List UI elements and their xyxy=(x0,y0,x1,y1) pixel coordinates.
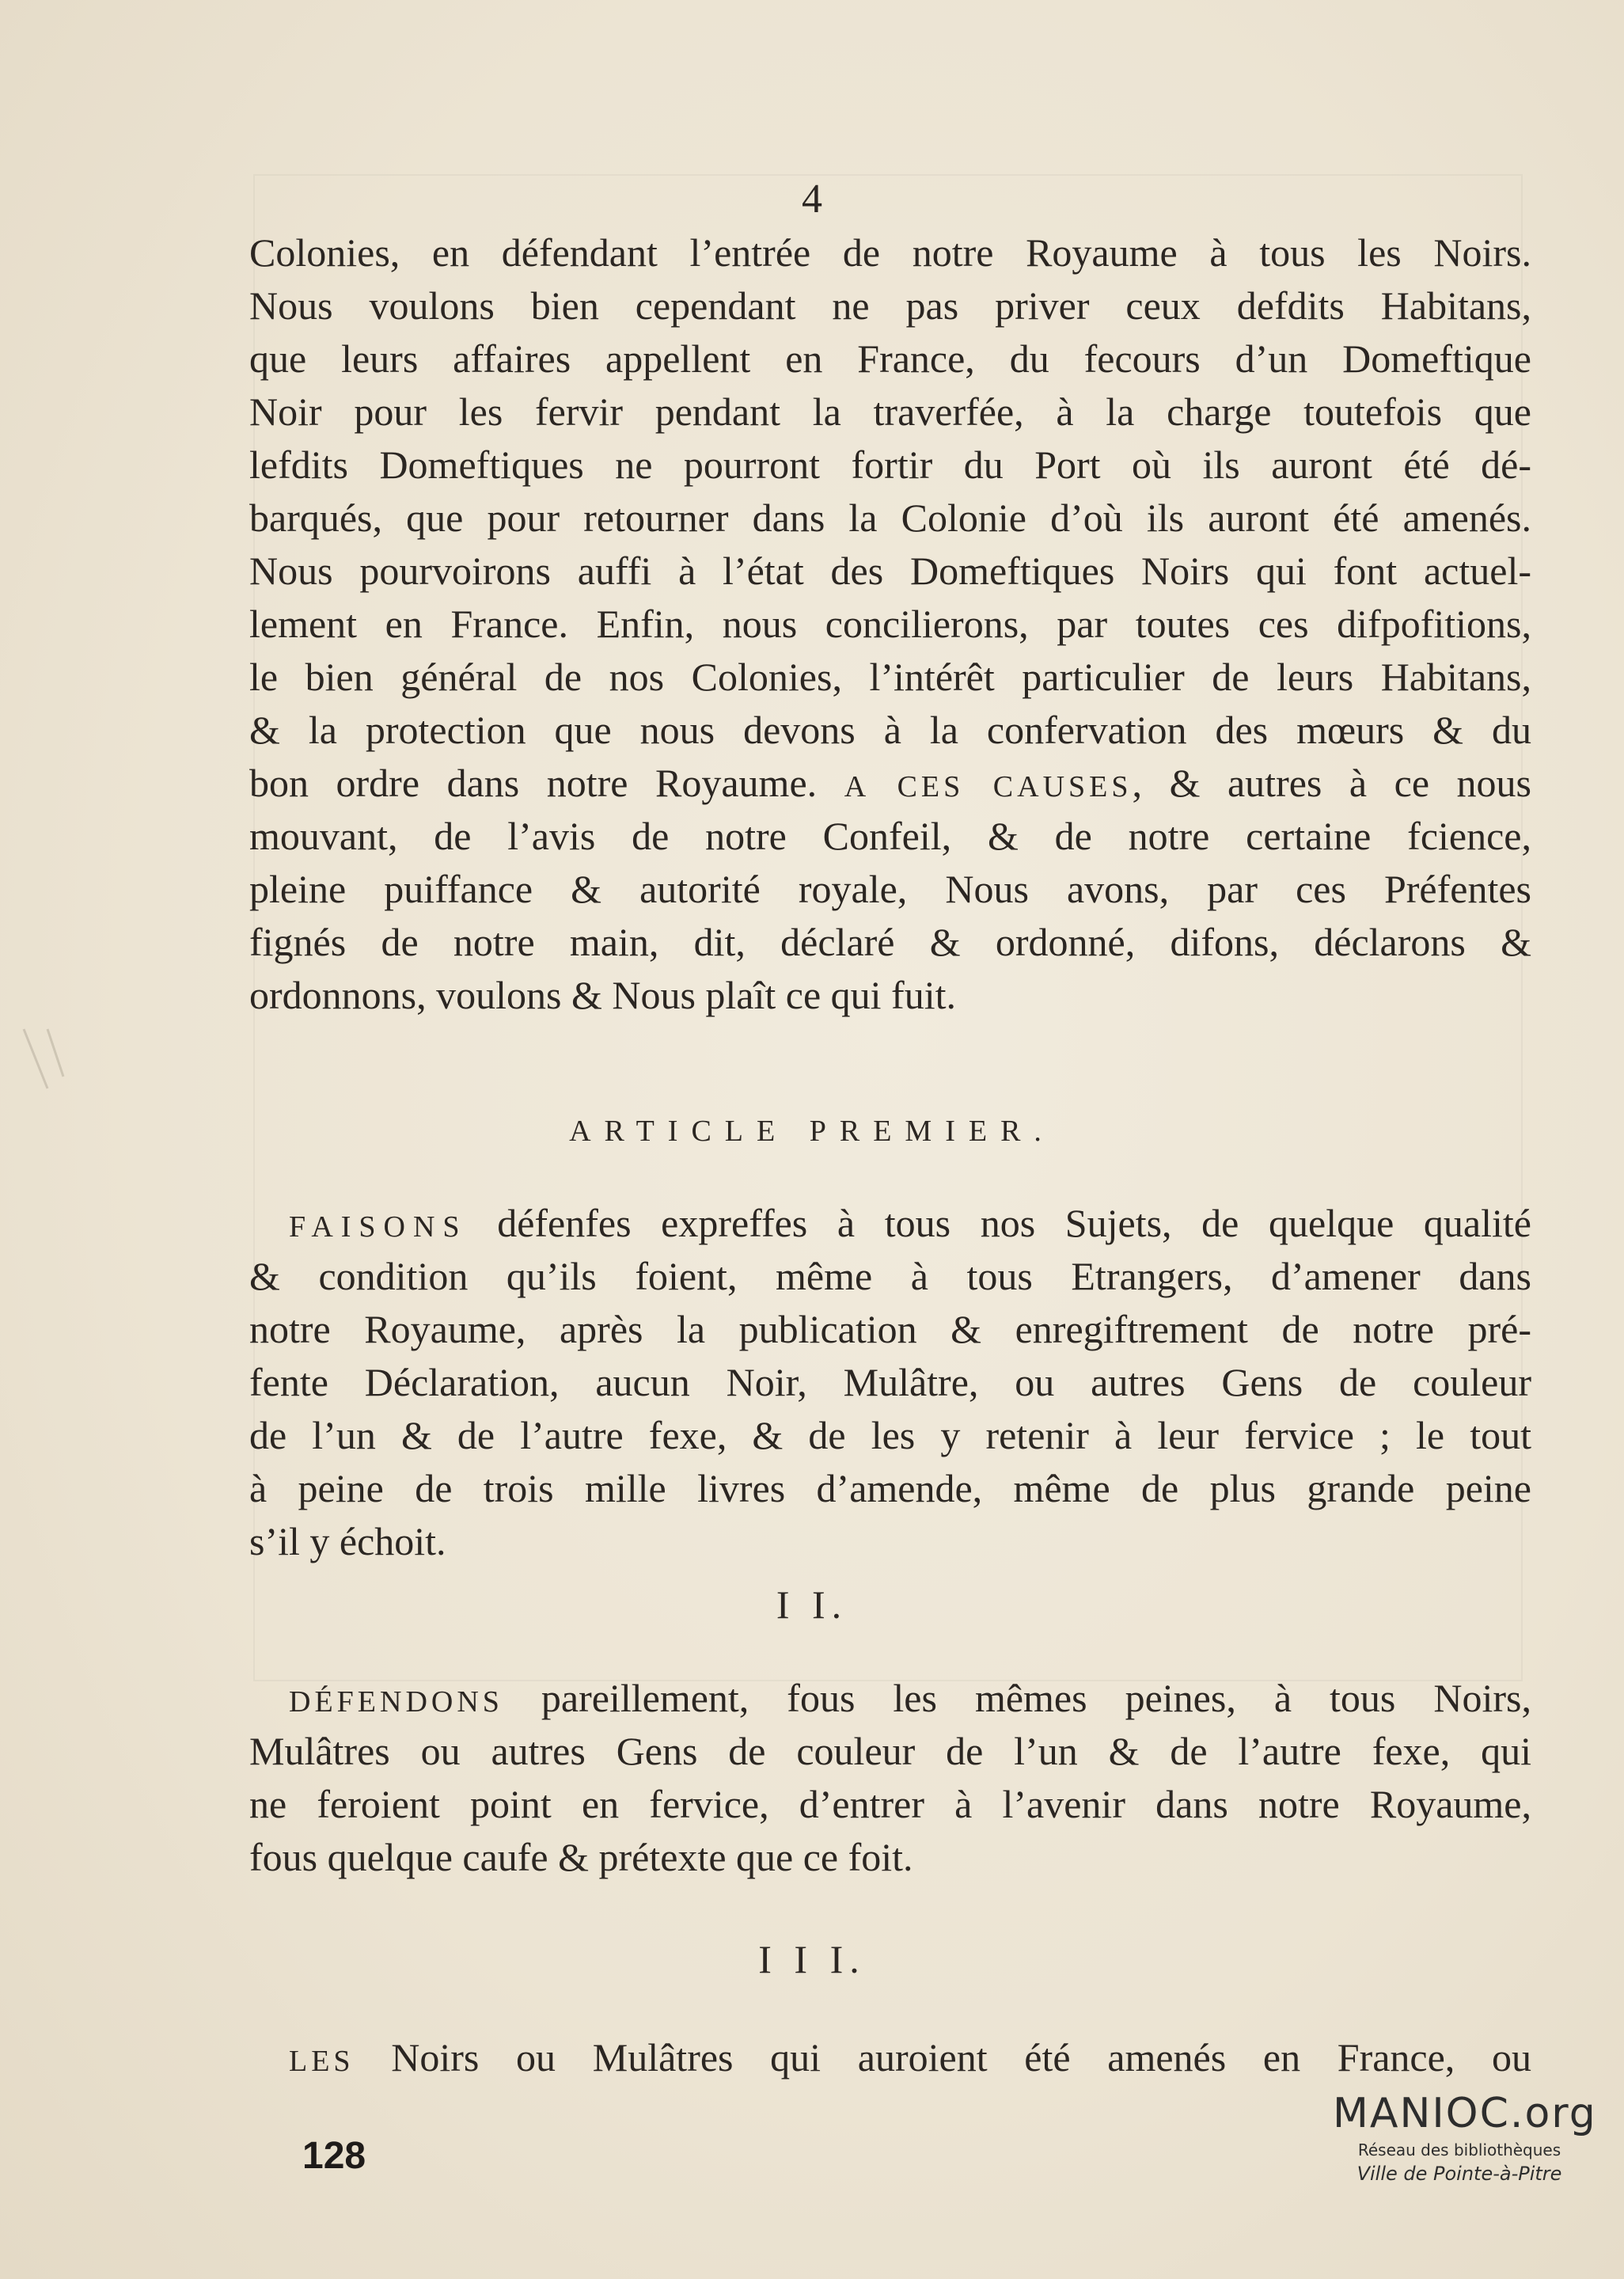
text-line: lefdits Domeftiques ne pourront fortir du Port où ils auront été dé- xyxy=(249,443,1531,487)
text-line: & la protection que nous devons à la confervation des mœurs & du xyxy=(249,708,1531,752)
text-line-with-smallcaps xyxy=(249,2031,1531,2084)
article-3-numeral: I I I. xyxy=(758,1937,866,1981)
smallcaps-run: LES xyxy=(289,2045,355,2078)
text-line: fente Déclaration, aucun Noir, Mulâtre, ou autres Gens de couleur xyxy=(249,1360,1531,1404)
article-2-paragraph xyxy=(249,1672,1531,1884)
text-line: ordonnons, voulons & Nous plaît ce qui fuit. xyxy=(249,973,956,1017)
text-line: notre Royaume, après la publication & enregiftrement de notre pré- xyxy=(249,1307,1531,1351)
text-line: à peine de trois mille livres d’amende, même de plus grande peine xyxy=(249,1466,1531,1510)
smallcaps-run: DÉFENDONS xyxy=(289,1685,503,1719)
text-line-with-smallcaps xyxy=(249,757,1531,810)
text-line: de l’un & de l’autre fexe, & de les y retenir à leur fervice ; le tout xyxy=(249,1413,1531,1457)
brand-city-label: Ville de Pointe-à-Pitre xyxy=(1356,2163,1562,2185)
text-line: fous quelque caufe & prétexte que ce foit. xyxy=(249,1835,913,1879)
text-run: défenfes expreffes à tous nos Sujets, de quelque qualité xyxy=(467,1201,1531,1245)
text-line-with-smallcaps xyxy=(249,1197,1531,1250)
folio-number: 128 xyxy=(302,2135,366,2177)
text-line: Colonies, en défendant l’entrée de notre Royaume à tous les Noirs. xyxy=(249,230,1531,275)
text-line: pleine puiffance & autorité royale, Nous avons, par ces Préfentes xyxy=(249,867,1531,911)
text-line: s’il y échoit. xyxy=(249,1519,446,1563)
article-1-paragraph xyxy=(249,1197,1531,1568)
text-run: bon ordre dans notre Royaume. xyxy=(249,761,818,805)
text-line: Noir pour les fervir pendant la traverfée, à la charge toutefois que xyxy=(249,389,1531,434)
text-run: Noirs ou Mulâtres qui auroient été amenés en France, ou xyxy=(354,2035,1531,2080)
pencil-mark-icon xyxy=(16,1013,71,1100)
manioc-brand xyxy=(1333,2088,1597,2186)
text-line-with-smallcaps xyxy=(249,1672,1531,1725)
brand-network-label: Réseau des bibliothèques xyxy=(1357,2140,1561,2159)
text-line: barqués, que pour retourner dans la Colonie d’où ils auront été amenés. xyxy=(249,496,1531,540)
article-heading: ARTICLE PREMIER. xyxy=(569,1115,1055,1148)
article-3-paragraph xyxy=(249,2031,1531,2084)
text-run: pareillement, fous les mêmes peines, à tous Noirs, xyxy=(503,1676,1531,1720)
text-line: le bien général de nos Colonies, l’intérêt particulier de leurs Habitans, xyxy=(249,655,1531,699)
smallcaps-run: A CES CAUSES xyxy=(844,770,1133,803)
text-line: & condition qu’ils foient, même à tous Etrangers, d’amener dans xyxy=(249,1254,1531,1298)
text-line: lement en France. Enfin, nous concilierons, par toutes ces difpofitions, xyxy=(249,602,1531,646)
text-line: que leurs affaires appellent en France, du fecours d’un Domeftique xyxy=(249,336,1531,381)
text-line: Nous pourvoirons auffi à l’état des Domeftiques Noirs qui font actuel- xyxy=(249,549,1531,593)
text-line: Nous voulons bien cependant ne pas priver ceux defdits Habitans, xyxy=(249,283,1531,328)
page-number: 4 xyxy=(802,177,822,222)
text-line: mouvant, de l’avis de notre Confeil, & de notre certaine fcience, xyxy=(249,814,1531,858)
smallcaps-run: FAISONS xyxy=(289,1210,468,1244)
text-run: , & autres à ce nous xyxy=(1132,761,1532,805)
paragraph-preamble xyxy=(249,226,1531,1022)
manioc-logo: MANIOC.org xyxy=(1333,2090,1597,2137)
article-2-numeral: I I. xyxy=(776,1582,848,1627)
text-line: fignés de notre main, dit, déclaré & ordonné, difons, déclarons & xyxy=(249,920,1531,964)
text-line: Mulâtres ou autres Gens de couleur de l’un & de l’autre fexe, qui xyxy=(249,1729,1531,1773)
text-line: ne feroient point en fervice, d’entrer à l’avenir dans notre Royaume, xyxy=(249,1782,1531,1826)
